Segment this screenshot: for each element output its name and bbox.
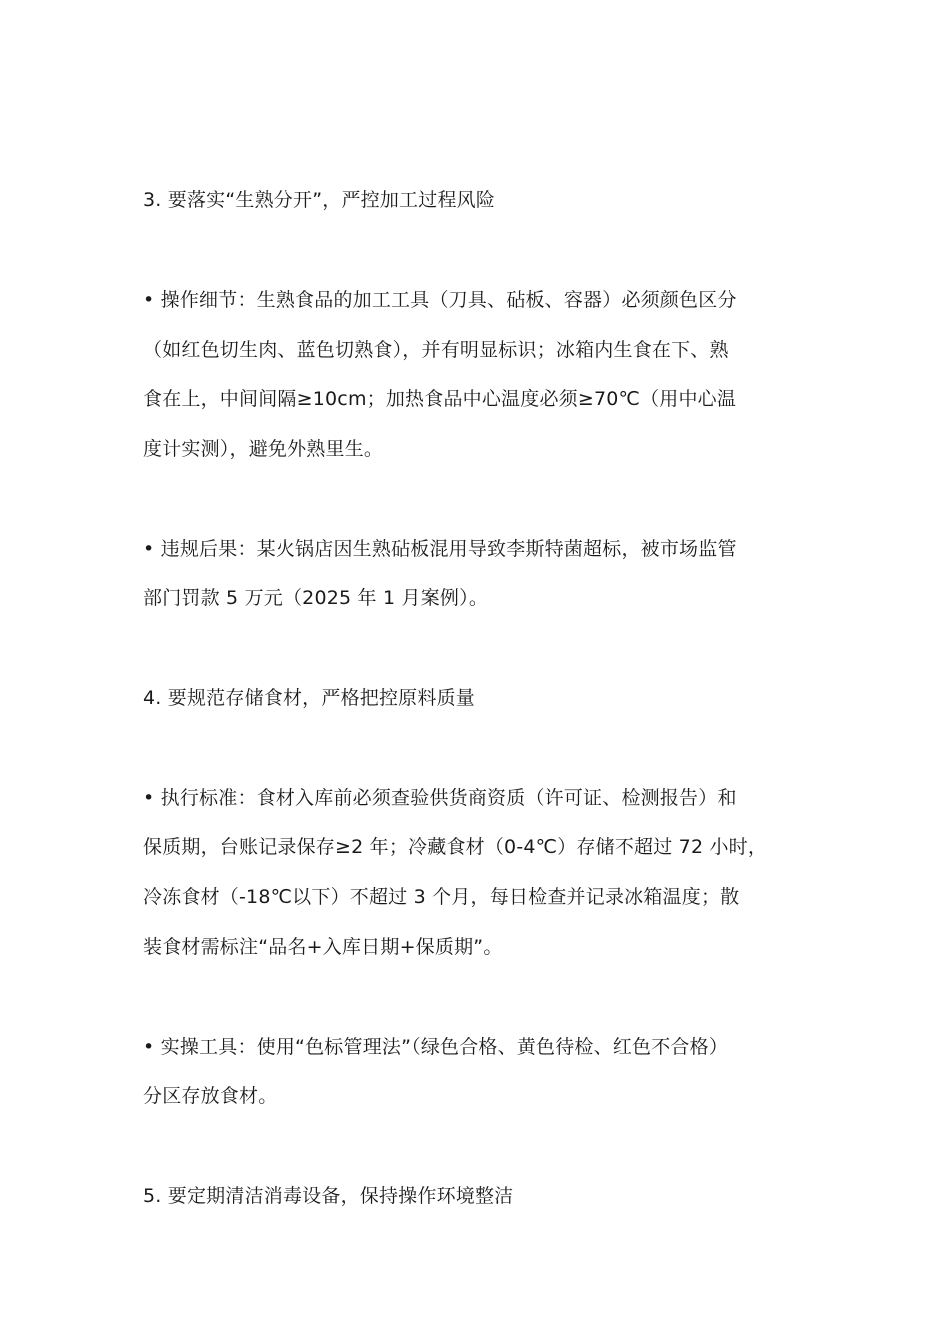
sec4-tool-line-2: 分区存放食材。 [143,1085,278,1107]
section-4-heading: 4. 要规范存储食材，严格把控原料质量 [143,687,475,709]
sec3-operation-line-1: • 操作细节：生熟食品的加工工具（刀具、砧板、容器）必须颜色区分 [143,289,737,311]
sec4-standard-line-4: 装食材需标注“品名+入库日期+保质期”。 [143,936,503,958]
sec4-tool-line-1: • 实操工具：使用“色标管理法”（绿色合格、黄色待检、红色不合格） [143,1036,729,1058]
sec3-penalty-line-2: 部门罚款 5 万元（2025 年 1 月案例）。 [143,587,489,609]
sec3-operation-line-4: 度计实测），避免外熟里生。 [143,438,384,460]
sec4-standard-line-1: • 执行标准：食材入库前必须查验供货商资质（许可证、检测报告）和 [143,787,737,809]
sec4-standard-line-3: 冷冻食材（-18℃以下）不超过 3 个月，每日检查并记录冰箱温度；散 [143,886,740,908]
sec3-operation-line-2: （如红色切生肉、蓝色切熟食），并有明显标识；冰箱内生食在下、熟 [143,339,729,361]
section-5-heading: 5. 要定期清洁消毒设备，保持操作环境整洁 [143,1185,514,1207]
sec3-penalty-line-1: • 违规后果：某火锅店因生熟砧板混用导致李斯特菌超标，被市场监管 [143,538,737,560]
sec4-standard-line-2: 保质期，台账记录保存≥2 年；冷藏食材（0-4℃）存储不超过 72 小时， [143,836,768,858]
sec3-operation-line-3: 食在上，中间间隔≥10cm；加热食品中心温度必须≥70℃（用中心温 [143,388,737,410]
section-3-heading: 3. 要落实“生熟分开”，严控加工过程风险 [143,189,496,211]
